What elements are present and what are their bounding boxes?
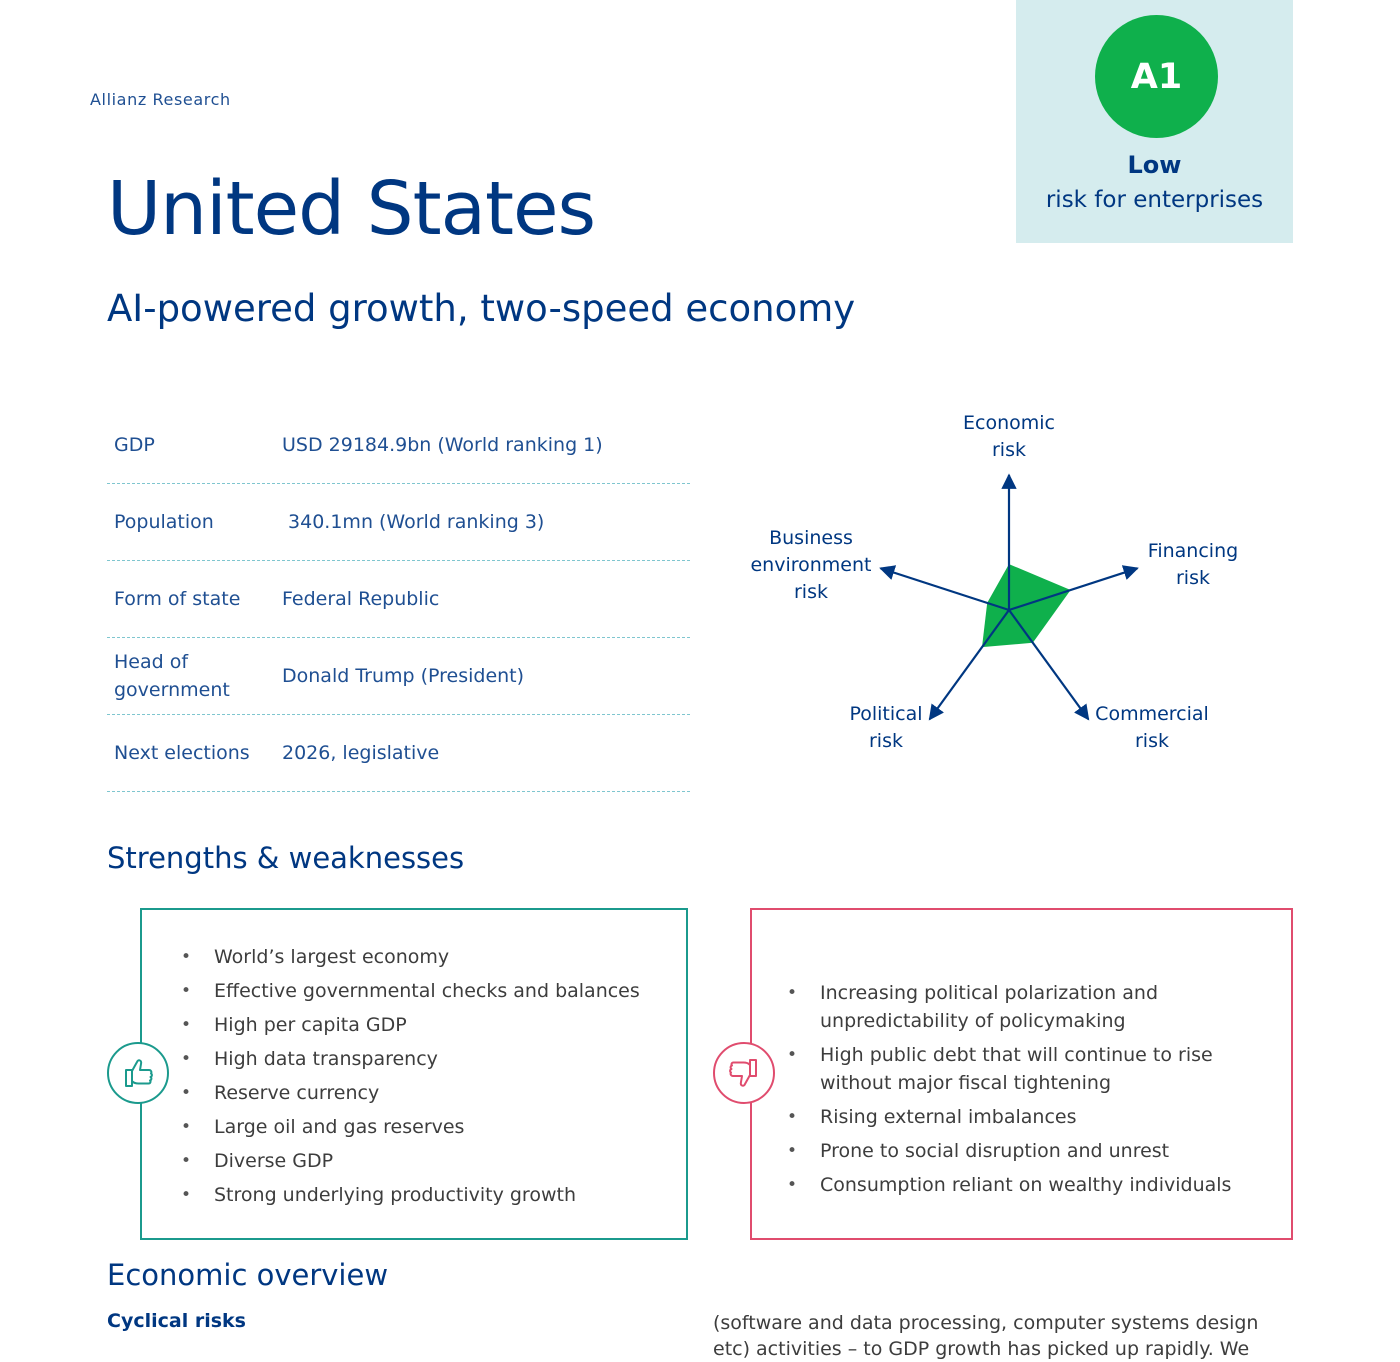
- fact-label: Head of government: [114, 651, 230, 701]
- list-item: • Reserve currency: [181, 1076, 661, 1110]
- thumbs-up-icon: [107, 1042, 169, 1104]
- cyclical-risks-subheading: Cyclical risks: [107, 1310, 246, 1332]
- rating-level: Low: [1127, 151, 1182, 179]
- fact-row-head-of-government: [107, 638, 690, 715]
- risk-radar-chart: [740, 405, 1270, 765]
- fact-value: USD 29184.9bn (World ranking 1): [282, 434, 603, 456]
- fact-label: Population: [114, 511, 214, 533]
- list-item: • Consumption reliant on wealthy individuals: [787, 1171, 1267, 1199]
- radar-axis-label: Political risk: [849, 703, 923, 752]
- radar-axis-label: Business environment risk: [750, 527, 872, 603]
- radar-axis-line: [930, 610, 1009, 719]
- list-item: • Increasing political polarization and unpredictability of policymaking: [787, 979, 1267, 1035]
- fact-row-form-of-state: [107, 561, 690, 638]
- list-item: • Rising external imbalances: [787, 1103, 1267, 1131]
- fact-value: 340.1mn (World ranking 3): [282, 511, 545, 533]
- fact-label: GDP: [114, 434, 155, 456]
- list-item: • High per capita GDP: [181, 1008, 661, 1042]
- fact-row-next-elections: [107, 715, 690, 792]
- overview-paragraph: (software and data processing, computer systems design etc) activities – to GDP growth has picked up rapidly. We: [713, 1312, 1259, 1360]
- list-item: • High data transparency: [181, 1042, 661, 1076]
- list-item: • Diverse GDP: [181, 1144, 661, 1178]
- radar-axis-label: Financing risk: [1147, 540, 1239, 589]
- list-item: • Effective governmental checks and balances: [181, 974, 661, 1008]
- list-item: • High public debt that will continue to rise without major fiscal tightening: [787, 1041, 1267, 1097]
- fact-row-population: [107, 484, 690, 561]
- fact-value: Federal Republic: [282, 588, 440, 610]
- fact-value: 2026, legislative: [282, 742, 440, 764]
- radar-axis-label: Economic risk: [963, 412, 1055, 461]
- economic-overview-heading: Economic overview: [107, 1258, 389, 1292]
- page-title: United States: [107, 166, 596, 252]
- list-item: • World’s largest economy: [181, 940, 661, 974]
- radar-axis-line: [1009, 610, 1088, 719]
- fact-row-gdp: [107, 407, 690, 484]
- thumbs-down-glyph: [724, 1053, 764, 1093]
- fact-value: Donald Trump (President): [282, 665, 525, 687]
- weaknesses-list: [787, 979, 1267, 1205]
- list-item: • Large oil and gas reserves: [181, 1110, 661, 1144]
- thumbs-up-glyph: [118, 1053, 158, 1093]
- radar-axis-line: [881, 568, 1009, 610]
- radar-axis-label: Commercial risk: [1095, 703, 1209, 752]
- strengths-weaknesses-heading: Strengths & weaknesses: [107, 841, 465, 875]
- fact-label: Next elections: [114, 742, 250, 764]
- radar-axes: [881, 475, 1138, 719]
- radar-labels: [750, 412, 1238, 752]
- rating-description: risk for enterprises: [1045, 187, 1264, 213]
- risk-rating-panel: [1016, 0, 1293, 243]
- list-item: • Prone to social disruption and unrest: [787, 1137, 1267, 1165]
- list-item: • Strong underlying productivity growth: [181, 1178, 661, 1212]
- rating-grade-badge: A1: [1095, 15, 1218, 138]
- page-subtitle: AI-powered growth, two-speed economy: [107, 287, 856, 330]
- thumbs-down-icon: [713, 1042, 775, 1104]
- key-facts-table: [107, 407, 690, 792]
- fact-label: Form of state: [114, 588, 241, 610]
- brand-name: Allianz Research: [90, 90, 231, 109]
- strengths-list: [181, 940, 661, 1212]
